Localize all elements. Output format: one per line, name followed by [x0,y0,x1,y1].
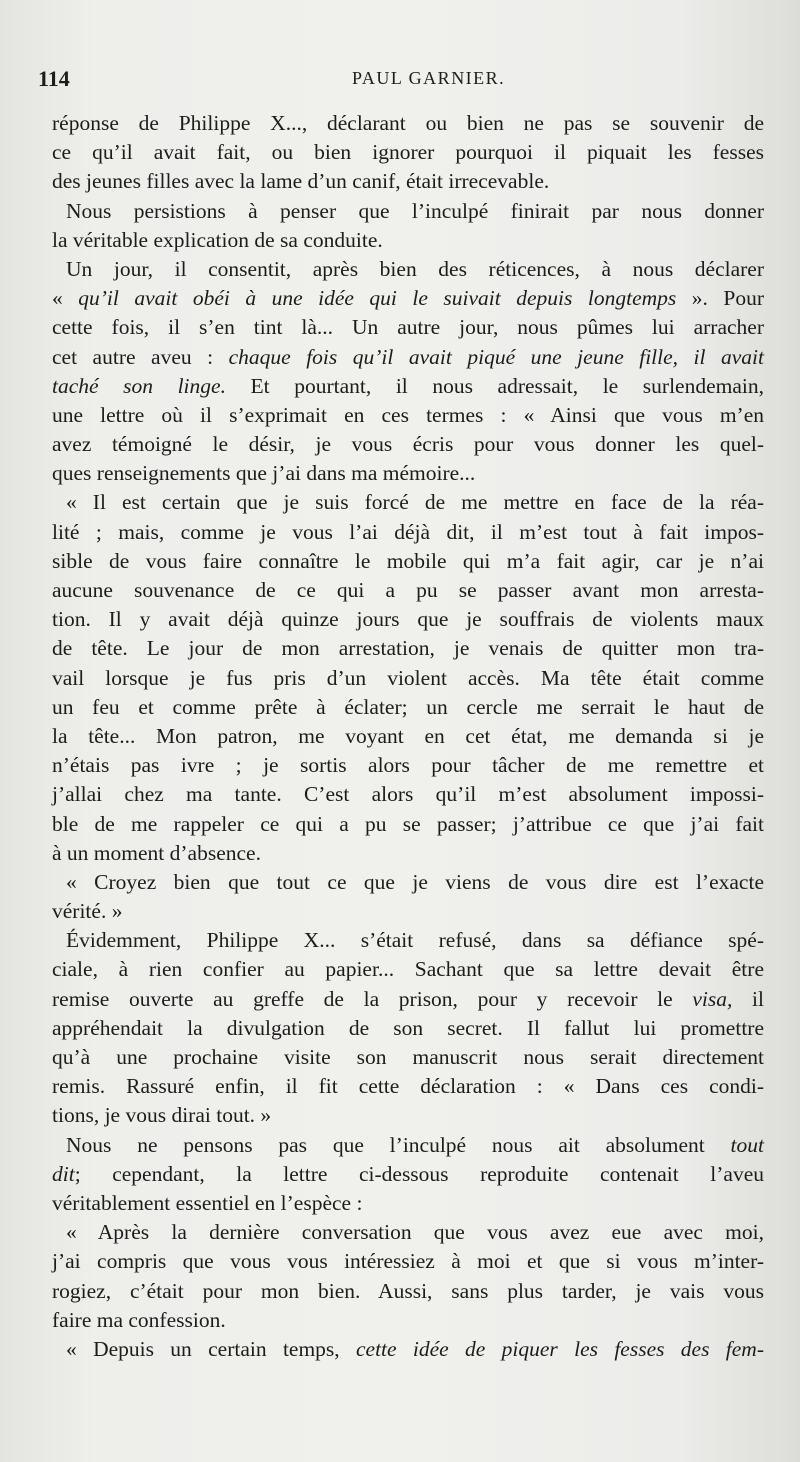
text-line [52,1335,764,1364]
page-number: 114 [38,66,70,91]
italic-text: taché son linge. [52,373,226,398]
text-segment: remis. Rassuré enfin, il fit cette déclaration : « Dans ces condi- [52,1074,764,1099]
text-segment: tion. Il y avait déjà quinze jours que je souffrais de violents maux [52,607,764,632]
italic-text: chaque fois qu’il avait piqué une jeune fille, il avait [228,344,764,369]
text-segment: Un jour, il consentit, après bien des réticences, à nous déclarer [66,256,764,281]
text-line [52,459,764,488]
italic-text: tout [730,1132,764,1157]
text-line [52,226,764,255]
text-segment: ; cependant, la lettre ci-dessous reproduite contenait l’aveu [74,1161,764,1186]
text-segment: remise ouverte au greffe de la prison, pour y recevoir le [52,986,693,1011]
text-line [52,810,764,839]
text-segment: vail lorsque je fus pris d’un violent accès. Ma tête était comme [52,665,764,690]
italic-text: dit [52,1161,75,1186]
text-line [52,197,764,226]
text-line [52,284,764,313]
text-segment: qu’à une prochaine visite son manuscrit nous serait directement [52,1045,764,1069]
text-line [52,138,764,167]
italic-text: visa, [692,986,733,1011]
text-line [52,576,764,605]
text-line [52,1247,764,1276]
text-segment: réponse de Philippe X..., déclarant ou bien ne pas se souvenir de [52,111,764,135]
text-segment: ce qu’il avait fait, ou bien ignorer pourquoi il piquait les fesses [52,140,764,165]
text-line [52,1014,764,1043]
italic-text: cette idée de piquer les fesses des fem- [356,1336,764,1361]
text-segment: n’étais pas ivre ; je sortis alors pour tâcher de me remettre et [52,753,764,778]
text-segment: ble de me rappeler ce qui a pu se passer; j’attribue ce que j’ai fait [52,811,764,836]
text-segment: ciale, à rien confier au papier... Sachant que sa lettre devait être [52,957,764,982]
text-segment: faire ma confession. [52,1307,226,1332]
text-segment: un feu et comme prête à éclater; un cercle me serrait le haut de [52,694,764,719]
text-segment: ques renseignements que j’ai dans ma mémoire... [52,461,476,486]
text-line [52,605,764,634]
text-line [52,839,764,868]
text-line [52,313,764,342]
text-segment: « [52,286,79,311]
text-segment: véritablement essentiel en l’espèce : [52,1190,363,1215]
text-line [52,372,764,401]
text-line [52,693,764,722]
page-header [38,66,762,102]
text-segment: « Après la dernière conversation que vous avez eue avec moi, [66,1220,764,1245]
text-segment: ». Pour [676,286,764,311]
text-line [52,547,764,576]
text-line [52,985,764,1014]
text-line [52,255,764,284]
text-segment: il [732,986,765,1011]
text-segment: « Il est certain que je suis forcé de me mettre en face de la réa- [66,490,764,515]
text-segment: rogiez, c’était pour mon bien. Aussi, sans plus tarder, je vais vous [52,1278,764,1303]
text-line [52,634,764,663]
text-line [52,926,764,955]
body-text [52,109,764,1364]
text-segment: j’allai chez ma tante. C’est alors qu’il m’est absolument impossi- [52,782,764,807]
text-segment: la véritable explication de sa conduite. [52,227,383,252]
text-segment: vérité. » [52,899,123,924]
text-line [52,664,764,693]
text-line [52,955,764,984]
text-segment: cet autre aveu : [52,344,229,369]
text-line [52,109,764,138]
text-line [52,868,764,897]
text-segment: Évidemment, Philippe X... s’était refusé, dans sa défiance spé- [66,928,764,953]
text-line [52,1101,764,1130]
text-segment: Et pourtant, il nous adressait, le surlendemain, [225,373,764,398]
text-line [52,167,764,196]
text-segment: avez témoigné le désir, je vous écris pour vous donner les quel- [52,432,764,457]
text-segment: j’ai compris que vous vous intéressiez à moi et que si vous m’inter- [52,1249,764,1274]
text-segment: la tête... Mon patron, me voyant en cet état, me demanda si je [52,723,764,748]
italic-text: qu’il avait obéi à une idée qui le suivait depuis longtemps [78,286,677,311]
text-segment: « Depuis un certain temps, [66,1336,356,1361]
text-line [52,897,764,926]
text-segment: appréhendait la divulgation de son secret. Il fallut lui promettre [52,1015,764,1040]
text-line [52,1131,764,1160]
text-segment: cette fois, il s’en tint là... Un autre jour, nous pûmes lui arracher [52,315,764,340]
text-line [52,780,764,809]
text-line [52,722,764,751]
text-line [52,430,764,459]
text-line [52,518,764,547]
text-segment: Nous ne pensons pas que l’inculpé nous ait absolument [66,1132,731,1157]
text-line [52,751,764,780]
text-segment: « Croyez bien que tout ce que je viens de vous dire est l’exacte [66,869,764,894]
running-head: PAUL GARNIER. [352,68,506,88]
text-segment: à un moment d’absence. [52,840,261,865]
text-segment: aucune souvenance de ce qui a pu se passer avant mon arresta- [52,578,764,602]
text-segment: sible de vous faire connaître le mobile qui m’a fait agir, car je n’ai [52,548,764,573]
text-line [52,1306,764,1335]
text-segment: des jeunes filles avec la lame d’un canif, était irrecevable. [52,169,550,194]
text-line [52,1189,764,1218]
text-segment: lité ; mais, comme je vous l’ai déjà dit, il m’est tout à fait impos- [52,519,764,544]
text-segment: tions, je vous dirai tout. » [52,1103,272,1128]
text-segment: Nous persistions à penser que l’inculpé finirait par nous donner [66,198,764,223]
text-line [52,343,764,372]
text-segment: une lettre où il s’exprimait en ces termes : « Ainsi que vous m’en [52,402,764,427]
text-line [52,1277,764,1306]
text-line [52,1160,764,1189]
text-line [52,488,764,517]
text-line [52,1218,764,1247]
text-line [52,401,764,430]
text-line [52,1043,764,1072]
text-segment: de tête. Le jour de mon arrestation, je venais de quitter mon tra- [52,636,764,661]
text-line [52,1072,764,1101]
